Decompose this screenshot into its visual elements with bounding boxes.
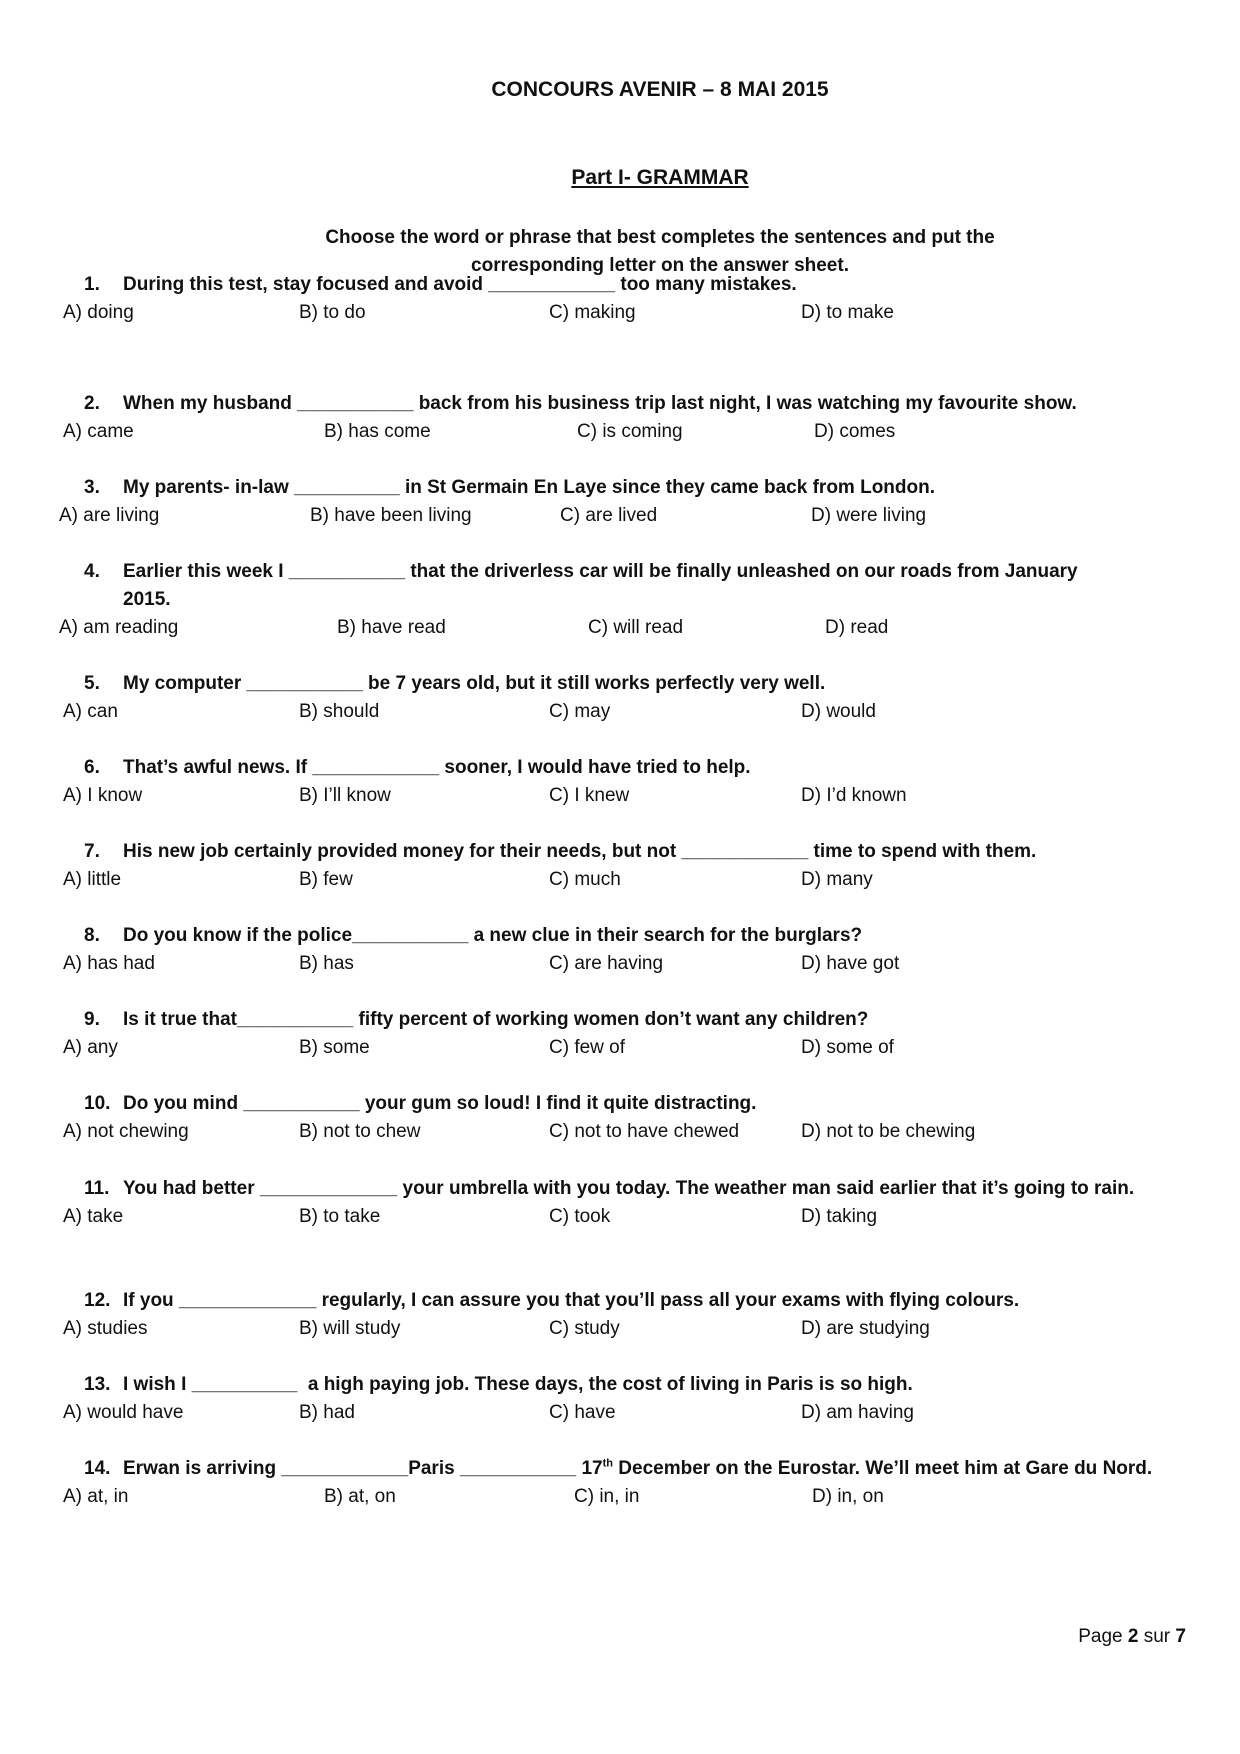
question-number: 4. — [84, 561, 100, 582]
question-text: His new job certainly provided money for their needs, but not ____________ time to spend with them. — [123, 841, 1037, 862]
question-text: Do you mind ___________ your gum so loud! I find it quite distracting. — [123, 1093, 757, 1114]
question-7 — [0, 838, 1240, 894]
question-10 — [0, 1090, 1240, 1146]
option-c: C) took — [549, 1206, 611, 1227]
option-c: C) study — [549, 1318, 620, 1339]
question-text-start: Erwan is arriving ____________Paris ___________ 17 — [123, 1458, 603, 1479]
answer-options — [0, 1034, 1240, 1062]
question-text — [0, 1455, 1240, 1483]
answer-options — [0, 950, 1240, 978]
option-c: C) few of — [549, 1037, 626, 1058]
option-d: D) comes — [814, 421, 896, 442]
option-b: B) few — [299, 869, 353, 890]
option-d: D) not to be chewing — [801, 1121, 976, 1142]
option-a: A) at, in — [63, 1486, 129, 1507]
option-d: D) am having — [801, 1402, 914, 1423]
answer-options — [0, 1203, 1240, 1231]
question-number: 9. — [84, 1009, 100, 1030]
option-d: D) I’d known — [801, 785, 907, 806]
question-text: Earlier this week I ___________ that the driverless car will be finally unleashed on our roads from January 2015. — [123, 561, 1083, 610]
option-b: B) had — [299, 1402, 355, 1423]
option-c: C) is coming — [577, 421, 683, 442]
option-a: A) take — [63, 1206, 124, 1227]
question-2 — [0, 390, 1240, 446]
option-b: B) some — [299, 1037, 370, 1058]
question-3 — [0, 474, 1240, 530]
question-12 — [0, 1287, 1240, 1343]
option-a: A) came — [63, 421, 134, 442]
question-number: 11. — [84, 1178, 110, 1199]
option-c: C) have — [549, 1402, 616, 1423]
answer-options — [0, 502, 1240, 530]
option-c: C) may — [549, 701, 611, 722]
question-text: When my husband ___________ back from his business trip last night, I was watching my favourite show. — [123, 393, 1077, 414]
answer-options — [0, 1483, 1240, 1511]
option-c: C) will read — [588, 617, 684, 638]
question-text: If you _____________ regularly, I can assure you that you’ll pass all your exams with flying colours. — [123, 1290, 1020, 1311]
question-number: 3. — [84, 477, 100, 498]
question-number: 12. — [84, 1290, 111, 1311]
option-b: B) will study — [299, 1318, 401, 1339]
option-b: B) to do — [299, 302, 366, 323]
option-d: D) were living — [811, 505, 927, 526]
question-number: 2. — [84, 393, 100, 414]
question-text: You had better _____________ your umbrella with you today. The weather man said earlier that it’s going to rain. — [123, 1178, 1135, 1199]
question-text-end: December on the Eurostar. We’ll meet him at Gare du Nord. — [613, 1458, 1153, 1479]
option-a: A) I know — [63, 785, 143, 806]
answer-options — [0, 866, 1240, 894]
option-c: C) much — [549, 869, 621, 890]
option-d: D) to make — [801, 302, 894, 323]
page-label: Page — [1078, 1626, 1123, 1647]
option-c: C) are lived — [560, 505, 658, 526]
question-number: 8. — [84, 925, 100, 946]
question-number: 7. — [84, 841, 100, 862]
option-d: D) many — [801, 869, 873, 890]
question-text: My parents- in-law __________ in St Germain En Laye since they came back from London. — [123, 477, 936, 498]
answer-options — [0, 1315, 1240, 1343]
option-c: C) I knew — [549, 785, 630, 806]
question-text: Do you know if the police___________ a new clue in their search for the burglars? — [123, 925, 863, 946]
option-d: D) read — [825, 617, 889, 638]
option-b: B) has — [299, 953, 354, 974]
option-b: B) to take — [299, 1206, 381, 1227]
question-6 — [0, 754, 1240, 810]
option-d: D) are studying — [801, 1318, 930, 1339]
question-number: 5. — [84, 673, 100, 694]
option-b: B) at, on — [324, 1486, 396, 1507]
option-a: A) would have — [63, 1402, 184, 1423]
answer-options — [0, 614, 1240, 642]
option-b: B) have been living — [310, 505, 472, 526]
question-13 — [0, 1371, 1240, 1427]
option-b: B) I’ll know — [299, 785, 391, 806]
question-number: 13. — [84, 1374, 111, 1395]
question-number: 1. — [84, 274, 100, 295]
option-c: C) are having — [549, 953, 664, 974]
part-heading: Part I- GRAMMAR — [571, 166, 749, 189]
option-b: B) should — [299, 701, 380, 722]
option-d: D) have got — [801, 953, 900, 974]
question-text: That’s awful news. If ____________ sooner, I would have tried to help. — [123, 757, 751, 778]
answer-options — [0, 698, 1240, 726]
option-a: A) doing — [63, 302, 134, 323]
option-b: B) has come — [324, 421, 431, 442]
question-number: 14. — [84, 1458, 111, 1479]
question-9 — [0, 1006, 1240, 1062]
sur-label: sur — [1143, 1626, 1171, 1647]
question-number: 10. — [84, 1093, 111, 1114]
page-footer — [1078, 1626, 1186, 1648]
option-c: C) not to have chewed — [549, 1121, 740, 1142]
question-text: Is it true that___________ fifty percent of working women don’t want any children? — [123, 1009, 869, 1030]
exam-title: CONCOURS AVENIR – 8 MAI 2015 — [491, 78, 829, 101]
instruction-line-2: corresponding letter on the answer sheet. — [471, 255, 849, 276]
option-d: D) some of — [801, 1037, 894, 1058]
ordinal-suffix: th — [602, 1457, 613, 1470]
question-number: 6. — [84, 757, 100, 778]
page-total: 7 — [1175, 1626, 1186, 1647]
option-d: D) taking — [801, 1206, 878, 1227]
option-a: A) studies — [63, 1318, 148, 1339]
question-5 — [0, 670, 1240, 726]
question-text: I wish I __________ a high paying job. These days, the cost of living in Paris is so high. — [123, 1374, 913, 1395]
answer-options — [0, 299, 1240, 327]
option-a: A) are living — [59, 505, 160, 526]
question-text: My computer ___________ be 7 years old, but it still works perfectly very well. — [123, 673, 826, 694]
question-text: During this test, stay focused and avoid ____________ too many mistakes. — [123, 274, 797, 295]
option-c: C) making — [549, 302, 636, 323]
answer-options — [0, 1118, 1240, 1146]
option-a: A) has had — [63, 953, 155, 974]
page-number: 2 — [1127, 1626, 1139, 1647]
option-a: A) not chewing — [63, 1121, 189, 1142]
question-11 — [0, 1175, 1240, 1231]
option-a: A) little — [63, 869, 122, 890]
answer-options — [0, 418, 1240, 446]
option-a: A) can — [63, 701, 118, 722]
answer-options — [0, 1399, 1240, 1427]
question-1 — [0, 271, 1240, 327]
option-c: C) in, in — [574, 1486, 640, 1507]
answer-options — [0, 782, 1240, 810]
option-a: A) any — [63, 1037, 118, 1058]
question-4 — [0, 558, 1240, 642]
question-14 — [0, 1455, 1240, 1511]
question-8 — [0, 922, 1240, 978]
option-a: A) am reading — [59, 617, 179, 638]
option-d: D) would — [801, 701, 876, 722]
option-d: D) in, on — [812, 1486, 884, 1507]
option-b: B) not to chew — [299, 1121, 421, 1142]
instruction-line-1: Choose the word or phrase that best completes the sentences and put the — [325, 227, 995, 248]
option-b: B) have read — [337, 617, 446, 638]
